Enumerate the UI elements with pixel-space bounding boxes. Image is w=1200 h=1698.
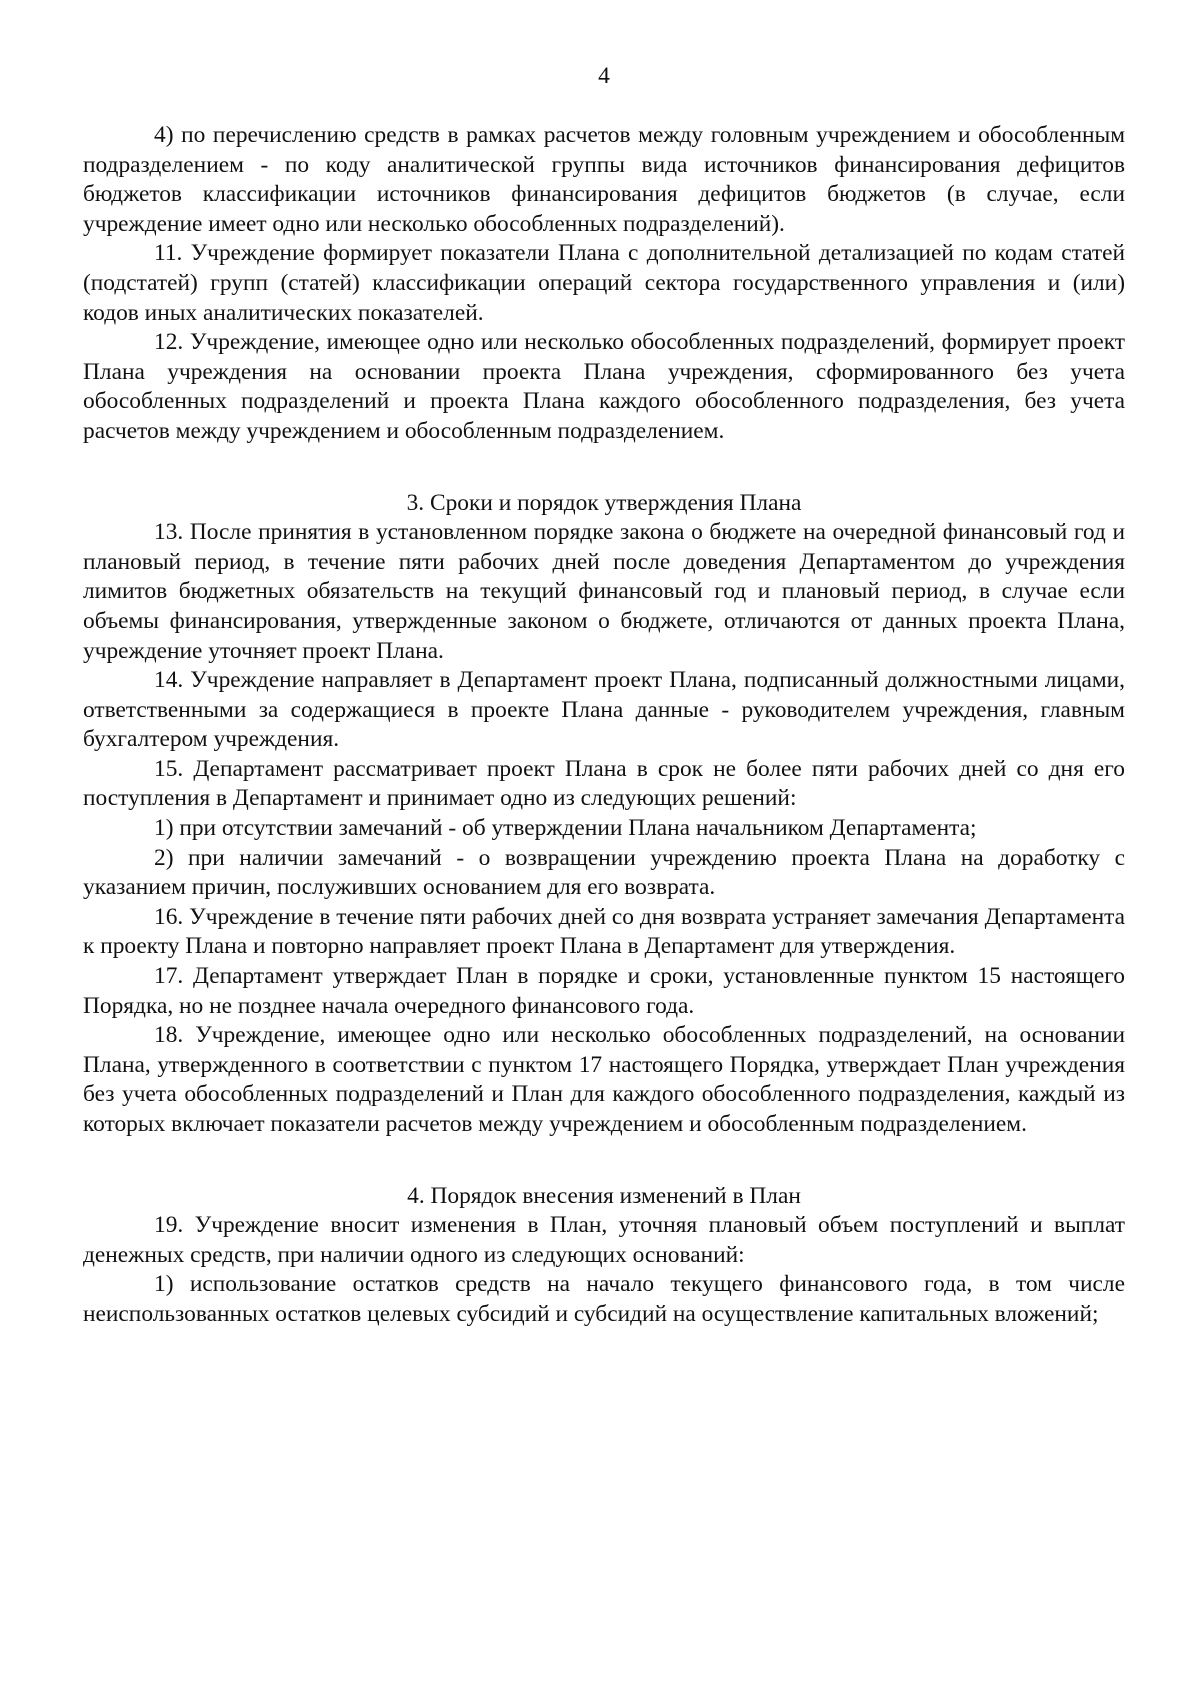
paragraph-11: 11. Учреждение формирует показатели Плана с дополнительной детализацией по кодам статей (подстатей) групп (статей) классификации операций сектора государственного управления и (или) кодов иных аналитических показателей. [83, 240, 1125, 326]
paragraph-12: 12. Учреждение, имеющее одно или несколько обособленных подразделений, формирует проект Плана учреждения на основании проекта Плана учреждения, сформированного без учета обособленных подразделений и проекта Плана каждого обособленного подразделения, без учета расчетов между учреждением и обособленным подразделением. [83, 329, 1125, 444]
spacer [83, 447, 1125, 489]
document-page [83, 62, 1125, 1330]
page-number: 4 [598, 63, 610, 89]
paragraph-15-item-2: 2) при наличии замечаний - о возвращении учреждению проекта Плана на доработку с указанием причин, послуживших основанием для его возврата. [83, 844, 1125, 901]
paragraph-14: 14. Учреждение направляет в Департамент проект Плана, подписанный должностными лицами, ответственными за содержащиеся в проекте Плана данные - руководителем учреждения, главным бухгалтером учреждения. [83, 667, 1125, 753]
section-heading-3: 3. Сроки и порядок утверждения Плана [406, 489, 802, 516]
paragraph-13: 13. После принятия в установленном порядке закона о бюджете на очередной финансовый год и плановый период, в течение пяти рабочих дней после доведения Департаментом до учреждения лимитов бюджетных обязательств на текущий финансовый год и плановый период, в случае если объемы финансирования, утвержденные законом о бюджете, отличаются от данных проекта Плана, учреждение уточняет проект Плана. [83, 519, 1125, 664]
paragraph-18: 18. Учреждение, имеющее одно или несколько обособленных подразделений, на основании Плана, утвержденного в соответствии с пунктом 17 настоящего Порядка, утверждает План учреждения без учета обособленных подразделений и План для каждого обособленного подразделения, каждый из которых включает показатели расчетов между учреждением и обособленным подразделением. [83, 1022, 1125, 1137]
section-heading-4: 4. Порядок внесения изменений в План [407, 1182, 801, 1209]
spacer [83, 1140, 1125, 1182]
paragraph-15: 15. Департамент рассматривает проект Плана в срок не более пяти рабочих дней со дня его поступления в Департамент и принимает одно из следующих решений: [83, 755, 1125, 812]
paragraph-17: 17. Департамент утверждает План в порядке и сроки, установленные пунктом 15 настоящего Порядка, но не позднее начала очередного финансового года. [83, 963, 1125, 1019]
paragraph-19: 19. Учреждение вносит изменения в План, уточняя плановый объем поступлений и выплат денежных средств, при наличии одного из следующих оснований: [83, 1212, 1125, 1268]
paragraph-16: 16. Учреждение в течение пяти рабочих дней со дня возврата устраняет замечания Департамента к проекту Плана и повторно направляет проект Плана в Департамент для утверждения. [83, 903, 1125, 960]
paragraph-19-item-1: 1) использование остатков средств на начало текущего финансового года, в том числе неиспользованных остатков целевых субсидий и субсидий на осуществление капитальных вложений; [83, 1271, 1125, 1327]
paragraph-4-transfer: 4) по перечислению средств в рамках расчетов между головным учреждением и обособленным подразделением - по коду аналитической группы вида источников финансирования дефицитов бюджетов классификации источников финансирования дефицитов бюджетов (в случае, если учреждение имеет одно или несколько обособленных подразделений). [83, 122, 1125, 237]
paragraph-15-item-1: 1) при отсутствии замечаний - об утверждении Плана начальником Департамента; [154, 815, 977, 842]
